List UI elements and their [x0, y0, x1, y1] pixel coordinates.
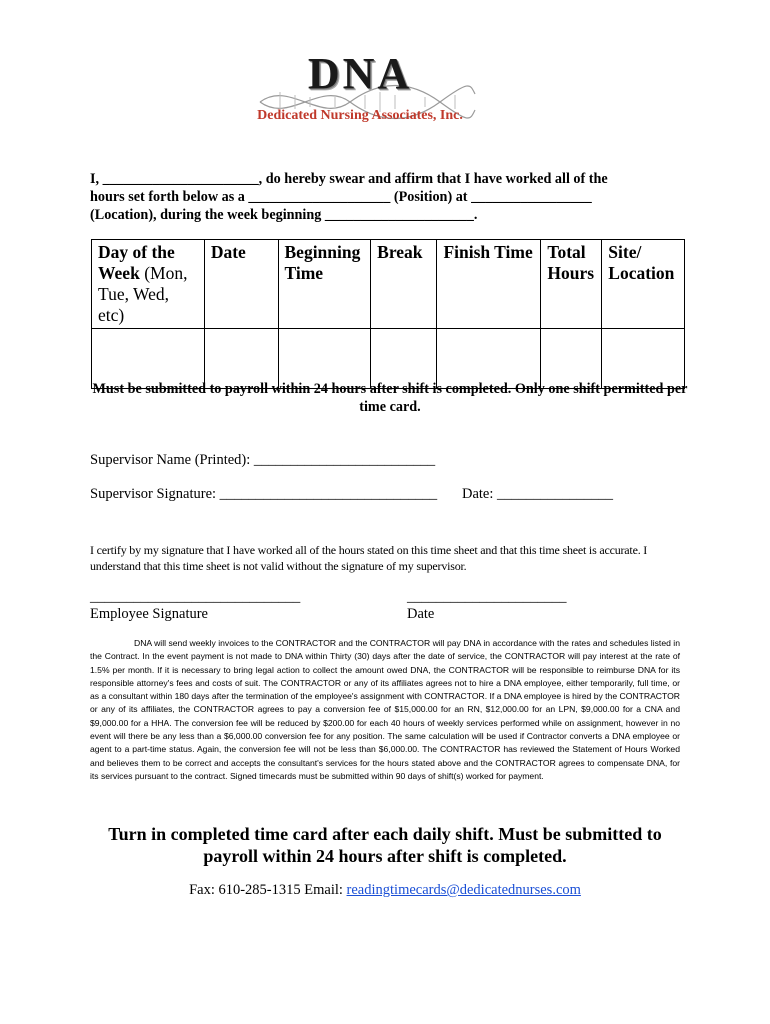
- affirmation-line-1: I, ______________________, do hereby swear and affirm that I have worked all of the: [90, 171, 608, 187]
- supervisor-date-field[interactable]: Date: ________________: [462, 486, 614, 502]
- email-link[interactable]: readingtimecards@dedicatednurses.com: [346, 882, 581, 898]
- affirmation-line-2: hours set forth below as a ____________________ (Position) at _________________: [90, 189, 592, 205]
- certification-statement: I certify by my signature that I have worked all of the hours stated on this time sheet and that this time sheet is accurate. I understand that this time sheet is not valid without the signature of my supervisor.: [90, 543, 648, 573]
- legal-terms: DNA will send weekly invoices to the CONTRACTOR and the CONTRACTOR will pay DNA in accordance with the rates and schedules listed in the Contract. In the event payment is not made to DNA within Thirty (30) days after the date of service, the CONTRACTOR will pay interest at the rate of 1.5% per month. If it is necessary to bring legal action to collect the amount owed DNA, the CONTRACTOR will be responsible to reimburse DNA for its responsible attorney's fees and costs of suit. The CONTRACTOR or any of its affiliates agrees not to hire a DNA employee, either temporarily, full time, or as a consultant within 180 days after the termination of the employee's assignment with CONTRACTOR. If a DNA employee is hired by the CONTRACTOR or any of its affiliates, the CONTRACTOR agrees to pay a conversion fee of $15,000.00 for an RN, $12,000.00 for an LPN, $9,000.00 for a CNA and $9,000.00 for a HHA. The conversion fee will be reduced by $200.00 for each 40 hours of weekly services performed while on assignment, however in no event will there be any less than a $6,000.00 conversion fee for any position. The same calculation will be used if Contractor converts a DNA employee or agent to a part-time status. Again, the conversion fee will not be less than $6,000.00. The CONTRACTOR has reviewed the Statement of Hours Worked and believes them to be correct and accepts the consultant's services for the hours stated above and the CONTRACTOR agrees to compensate DNA, for its services pursuant to the contract. Signed timecards must be submitted within 90 days of shift(s) worked for payment.: [90, 638, 680, 781]
- employee-signature-label: Employee Signature: [90, 606, 208, 622]
- logo-subtitle: Dedicated Nursing Associates, Inc.: [257, 108, 463, 123]
- employee-date-label: Date: [407, 606, 435, 622]
- contact-info: [90, 882, 680, 899]
- header-date: Date: [204, 240, 278, 329]
- table-header-row: [92, 240, 685, 329]
- header-break: Break: [371, 240, 437, 329]
- company-logo: [240, 40, 480, 140]
- header-finish-time: Finish Time: [437, 240, 541, 329]
- header-beginning-time: Beginning Time: [278, 240, 371, 329]
- logo-title: DNA: [307, 49, 413, 98]
- turn-in-instructions: Turn in completed time card after each daily shift. Must be submitted to payroll within 24 hours after shift is completed.: [108, 824, 662, 866]
- employee-date-line[interactable]: ______________________: [407, 589, 567, 605]
- fax-text: Fax: 610-285-1315 Email:: [189, 882, 347, 898]
- supervisor-signature-field[interactable]: Supervisor Signature: ______________________________: [90, 486, 438, 502]
- header-site-location: Site/ Location: [602, 240, 685, 329]
- supervisor-name-field[interactable]: Supervisor Name (Printed): _________________________: [90, 452, 436, 468]
- affirmation-line-3: (Location), during the week beginning _____________________.: [90, 207, 478, 223]
- submission-notice: Must be submitted to payroll within 24 hours after shift is completed. Only one shift permitted per time card.: [92, 381, 688, 415]
- header-day-of-week: Day of the Week (Mon, Tue, Wed, etc): [92, 240, 205, 329]
- employee-signature-line[interactable]: _____________________________: [90, 589, 301, 605]
- timecard-table: [91, 239, 685, 389]
- header-total-hours: Total Hours: [541, 240, 602, 329]
- affirmation-paragraph: [90, 170, 690, 224]
